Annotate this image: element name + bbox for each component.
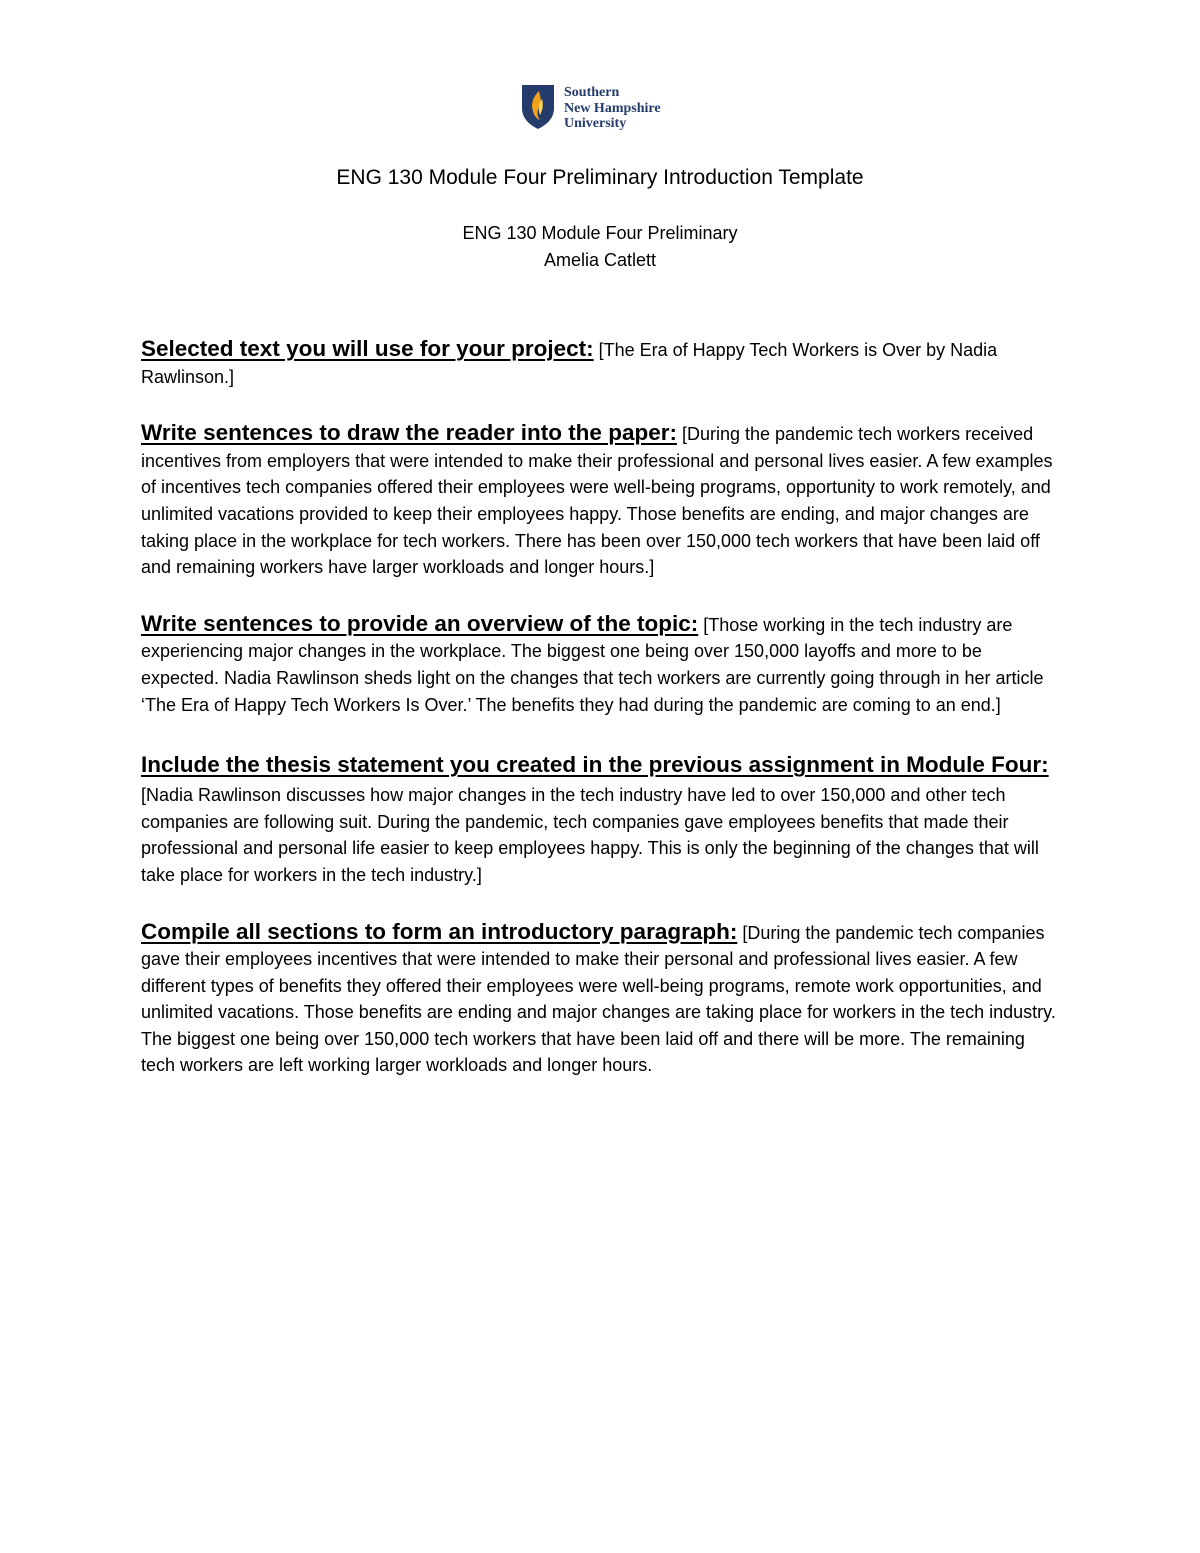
- shield-flame-logo-icon: [520, 84, 556, 130]
- section-response: [During the pandemic tech workers received incentives from employers that were intended to make their professional and personal lives easier. A few examples of incentives tech companies offered their employees were well-being programs, opportunity to work remotely, and unlimited vacations provided to keep their employees happy. Those benefits are ending, and major changes are taking place in the workplace for tech workers. There has been over 150,000 tech workers that have been laid off and remaining workers have larger workloads and longer hours.]: [141, 424, 1053, 578]
- section-response: [During the pandemic tech companies gave their employees incentives that were intended to make their personal and professional lives easier. A few different types of benefits they offered their employees were well-being programs, remote work opportunities, and unlimited vacations. Those benefits are ending and major changes are taking place for workers in the tech industry. The biggest one being over 150,000 tech workers that have been laid off and there will be more. The remaining tech workers are left working larger workloads and longer hours.: [141, 922, 1056, 1076]
- section-prompt: Write sentences to provide an overview of the topic:: [141, 610, 699, 636]
- logo-line-southern: Southern: [564, 85, 620, 100]
- university-logo: [520, 84, 661, 132]
- template-sections: [141, 336, 1061, 1109]
- document-subheading: [0, 220, 1200, 274]
- section-selected-text: [141, 336, 1061, 390]
- section-response: [The Era of Happy Tech Workers is Over by Nadia Rawlinson.]: [141, 340, 998, 387]
- university-name: [564, 85, 661, 132]
- section-response: [Those working in the tech industry are experiencing major changes in the workplace. The biggest one being over 150,000 layoffs and more to be expected. Nadia Rawlinson sheds light on the changes that tech workers are currently going through in her article ‘The Era of Happy Tech Workers Is Over.’ The benefits they had during the pandemic are coming to an end.]: [141, 614, 1044, 715]
- section-draw-reader: [141, 420, 1061, 581]
- document-author: Amelia Catlett: [543, 250, 657, 270]
- section-overview: [141, 611, 1061, 718]
- section-prompt: Compile all sections to form an introductory paragraph:: [141, 918, 738, 944]
- logo-line-new-hampshire: New Hampshire: [564, 100, 661, 116]
- logo-line-university: University: [564, 116, 627, 131]
- section-response: [Nadia Rawlinson discusses how major changes in the tech industry have led to over 150,000 and other tech companies are following suit. During the pandemic, tech companies gave employees benefits that made their professional and personal life easier to keep employees happy. This is only the beginning of the changes that will take place for workers in the tech industry.]: [141, 785, 1039, 885]
- section-introductory-paragraph: [141, 919, 1061, 1080]
- document-title: ENG 130 Module Four Preliminary Introduction Template: [336, 166, 864, 189]
- document-subtitle: ENG 130 Module Four Preliminary: [462, 223, 738, 243]
- section-prompt: Write sentences to draw the reader into the paper:: [141, 420, 677, 446]
- section-thesis: [141, 748, 1061, 888]
- section-prompt: Selected text you will use for your project:: [141, 336, 594, 361]
- section-prompt: Include the thesis statement you created in the previous assignment in Module Four:: [141, 752, 1049, 778]
